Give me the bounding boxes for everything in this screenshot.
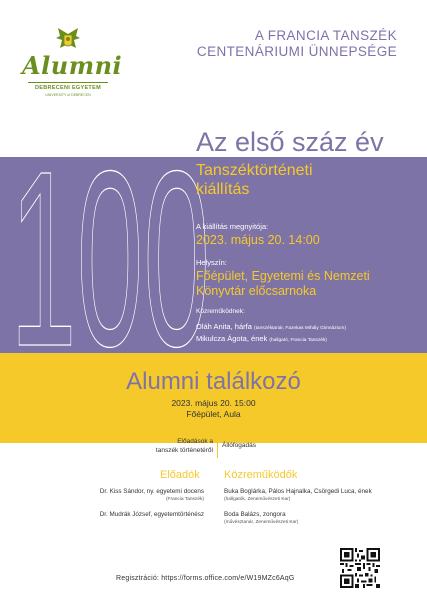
speaker-entry <box>40 511 204 519</box>
logo-divider <box>28 82 108 83</box>
contributor-name: Oláh Anita, hárfa <box>196 322 252 331</box>
qr-code-icon[interactable] <box>340 548 380 588</box>
big-100-graphic <box>10 110 210 370</box>
header-title-line-1: A FRANCIA TANSZÉK <box>254 28 397 43</box>
contributors-label: Közreműködnek: <box>196 308 245 315</box>
contributor-1 <box>196 322 346 331</box>
opening-datetime: 2023. május 20. 14:00 <box>196 233 320 247</box>
meetup-datetime: 2023. május 20. 15:00 <box>171 398 256 408</box>
alumni-logo <box>22 24 123 98</box>
contributor-2 <box>196 334 327 343</box>
venue-line-1: Főépület, Egyetemi és Nemzeti <box>196 269 370 283</box>
speaker-text: Dr. Mudrák József, egyetemtörténész <box>99 511 204 518</box>
performer-entry <box>224 488 394 504</box>
program-divider <box>217 436 218 458</box>
speaker-note: (Francia Tanszék) <box>165 497 204 502</box>
header-title-line-2: CENTENÁRIUMI ÜNNEPSÉGE <box>196 44 397 59</box>
performer-text: Boda Balázs, zongora <box>224 511 286 518</box>
lectures-line-1: Előadások a <box>177 438 213 445</box>
exhibition-subtitle-line-1: Tanszéktörténeti <box>196 162 313 179</box>
venue-text <box>196 269 396 299</box>
opening-label: A kiállítás megnyitója: <box>196 222 269 231</box>
lectures-line-2: tanszék történetéről <box>155 447 213 454</box>
logo-wordmark: Alumni <box>22 51 123 80</box>
header-title <box>137 28 397 60</box>
speakers-heading: Előadók <box>160 469 200 481</box>
performers-heading: Közreműködők <box>224 469 298 481</box>
contributor-name: Mikulcza Ágota, ének <box>196 334 268 343</box>
reception-label: Állófogadás <box>222 442 256 449</box>
performer-text: Buka Boglárka, Pálos Hajnalka, Csörgedi Luca, ének <box>224 488 372 495</box>
exhibition-subtitle-line-2: kiállítás <box>196 181 250 198</box>
meetup-place: Főépület, Aula <box>186 409 241 419</box>
speaker-text: Dr. Kiss Sándor, ny. egyetemi docens <box>99 488 204 495</box>
venue-line-2: Könyvtár előcsarnoka <box>196 284 317 298</box>
performer-entry <box>224 511 394 527</box>
registration-link[interactable]: Regisztráció: https://forms.office.com/e/W19MZc6AqG <box>116 575 295 582</box>
exhibition-subtitle <box>196 161 376 199</box>
logo-university-sub: UNIVERSITY of DEBRECEN <box>45 93 91 97</box>
big-100-numeral: 100 <box>10 119 210 370</box>
meetup-title: Alumni találkozó <box>126 368 301 395</box>
contributor-note: (tanszéktanár, Fazekas Mihály Gimnázium) <box>253 326 346 331</box>
performer-note: (művésztanár, Zeneművészeti Kar) <box>224 520 299 525</box>
lectures-label <box>100 437 213 455</box>
speaker-entry <box>40 488 204 504</box>
venue-label: Helyszín: <box>196 258 227 267</box>
exhibition-title: Az első száz év <box>196 127 384 157</box>
contributor-note: (hallgató, Francia Tanszék) <box>269 338 327 343</box>
performer-note: (hallgatók, Zeneművészeti Kar) <box>224 497 291 502</box>
logo-university: DEBRECENI EGYETEM <box>35 85 101 91</box>
